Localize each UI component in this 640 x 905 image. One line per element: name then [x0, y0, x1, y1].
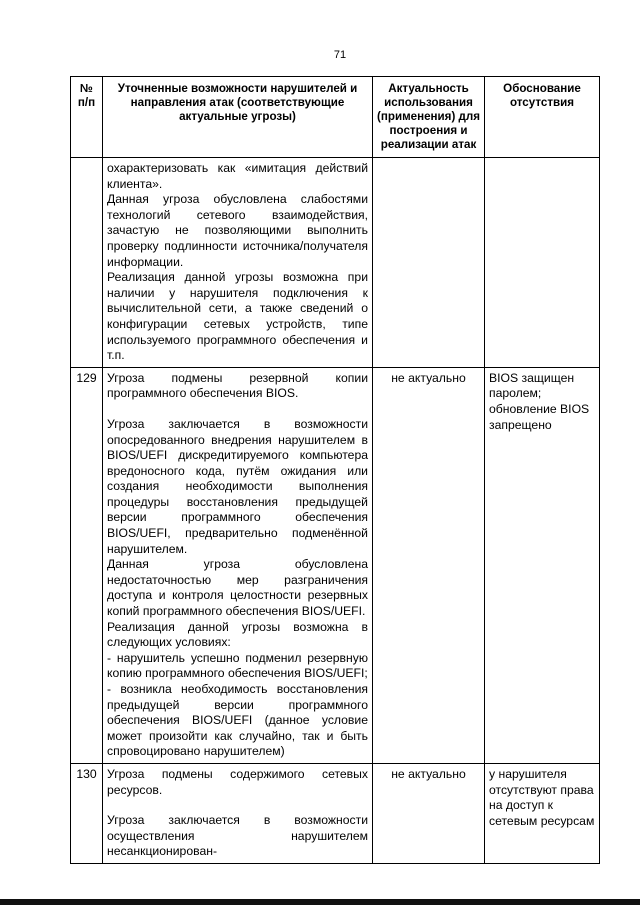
- page-number: 71: [333, 49, 347, 61]
- threat-title: Угроза подмены содержимого сетевых ресурсов.: [107, 766, 368, 797]
- row-num: 129: [71, 367, 103, 763]
- row-relevance: не актуально: [373, 763, 485, 863]
- description-paragraph: Реализация данной угрозы возможна в следующих условиях:: [107, 619, 368, 650]
- row-justification: BIOS защищен паролем; обновление BIOS запрещено: [485, 367, 600, 763]
- condition-item: - нарушитель успешно подменил резервную копию программного обеспечения BIOS/UEFI;: [107, 650, 368, 681]
- row-num: 130: [71, 763, 103, 863]
- row-description: [103, 763, 373, 863]
- row-justification: [485, 158, 600, 368]
- row-num: [71, 158, 103, 368]
- description-paragraph: Данная угроза обусловлена недостаточностью мер разграничения доступа и контроля целостности резервных копий программного обеспечения BIOS/UEFI.: [107, 557, 368, 619]
- description-paragraph: Реализация данной угрозы возможна при наличии у нарушителя подключения к вычислительной сети, а также сведений о конфигурации сетевых устройств, типе используемого программного обеспечения и т.п.: [107, 270, 368, 363]
- condition-item: - возникла необходимость восстановления предыдущей версии программного обеспечения BIOS/UEFI (данное условие может произойти как случайно, так и быть спровоцировано нарушителем): [107, 682, 368, 759]
- row-description: [103, 367, 373, 763]
- row-description: [103, 158, 373, 368]
- row-relevance: не актуально: [373, 367, 485, 763]
- description-paragraph: охарактеризовать как «имитация действий клиента».: [107, 161, 368, 191]
- table-row: [71, 158, 600, 368]
- threats-table: [70, 76, 600, 864]
- description-paragraph: Угроза заключается в возможности опосредованного внедрения нарушителем в BIOS/UEFI дискредитируемого компьютера вредоносного кода, путём ожидания или создания необходимости выполнения процедуры восстановления предыдущей версии программного обеспечения BIOS/UEFI, предварительно подменённой нарушителем.: [107, 416, 368, 556]
- header-num: № п/п: [71, 77, 103, 158]
- table-row: [71, 763, 600, 863]
- description-paragraph: Данная угроза обусловлена слабостями технологий сетевого взаимодействия, зачастую не позволяющими выполнить проверку подлинности источника/получателя информации.: [107, 192, 368, 269]
- description-paragraph: Угроза заключается в возможности осуществления нарушителем несанкционирован-: [107, 813, 368, 859]
- threat-title: Угроза подмены резервной копии программного обеспечения BIOS.: [107, 370, 368, 401]
- header-relevance: Актуальность использования (применения) для построения и реализации атак: [373, 77, 485, 158]
- row-justification: у нарушителя отсутствуют права на доступ к сетевым ресурсам: [485, 763, 600, 863]
- table-header-row: [71, 77, 600, 158]
- scan-bottom-edge: [0, 899, 640, 905]
- header-justification: Обоснование отсутствия: [485, 77, 600, 158]
- row-relevance: [373, 158, 485, 368]
- header-description: Уточненные возможности нарушителей и направления атак (соответствующие актуальные угрозы): [103, 77, 373, 158]
- table-row: [71, 367, 600, 763]
